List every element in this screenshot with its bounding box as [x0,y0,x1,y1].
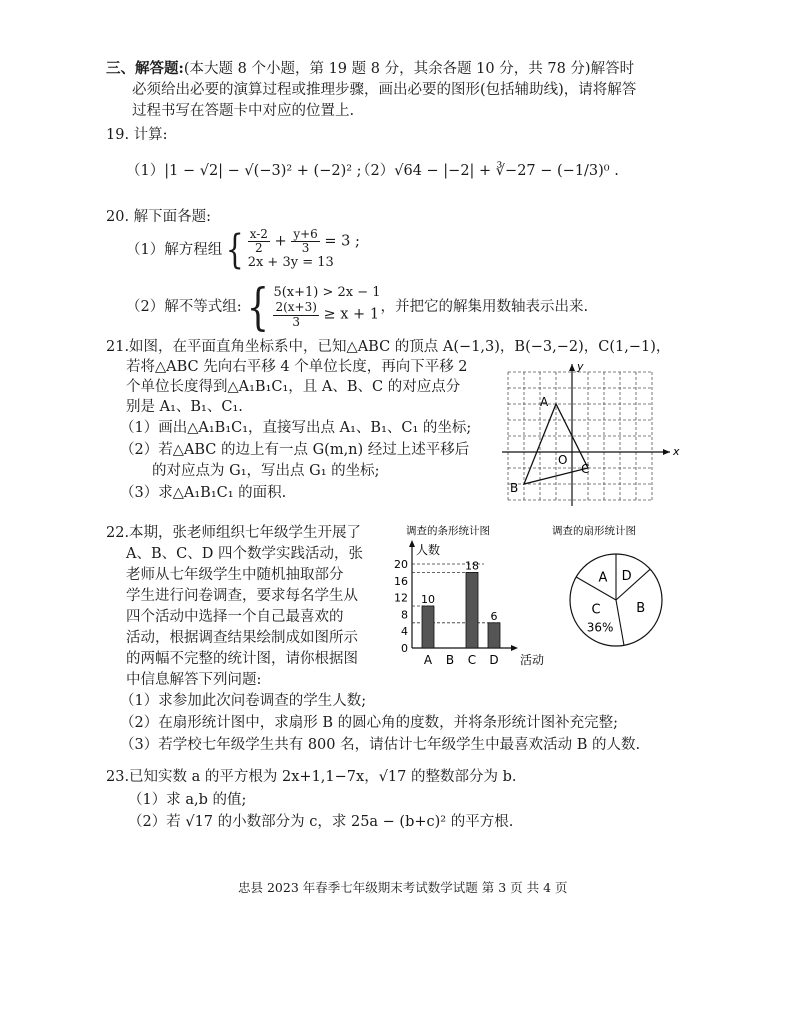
q22-line7: 的两幅不完整的统计图，请你根据图 [126,651,358,667]
bar-chart [386,522,556,672]
section-desc-line1: (本大题 8 个小题，第 19 题 8 分，其余各题 10 分，共 78 分)解答时 [183,61,635,77]
bar-category-label: B [445,653,455,667]
q20-p2-system: 5(x+1) > 2x − 1 $\frac{2(x+3)}{3}$ ≥ x + 1 [273,285,381,329]
q20-p2-eq2-tail: ≥ x + 1 [323,307,380,324]
q20-p2-label: （2）解不等式组: [126,298,242,315]
q22-line3: 老师从七年级学生中随机抽取部分 [126,567,344,583]
bar-a [422,606,434,648]
section-heading: 三、解答题: [106,60,184,77]
pie-chart-title: 调查的扇形统计图 [552,525,636,537]
bar-y-axis-arrow [409,540,415,547]
q19-part2 [356,162,619,180]
bar-ylabel: 人数 [416,543,441,557]
bar-category-label: D [489,653,499,667]
bar-data-label: 18 [465,559,479,573]
q22-part3: （3）若学校七年级学生共有 800 名，请估计七年级学生中最喜欢活动 B 的人数. [120,737,641,753]
bar-d [488,623,500,648]
bar-chart-title: 调查的条形统计图 [406,525,490,537]
q19-p1-label: （1） [126,163,165,179]
bar-ytick-label: 4 [401,625,408,639]
pie-slice-label-d: D [621,569,632,585]
q19-title: 19. 计算: [106,127,168,143]
pie-slice-boundary [576,577,616,600]
bar-ytick-label: 16 [394,574,408,588]
q21-part2b: 的对应点为 G₁，写出点 G₁ 的坐标; [152,463,380,479]
q19-p2-label: （2） [356,163,395,179]
q21-coordinate-grid [498,360,688,508]
vertex-a-label: A [540,395,549,409]
x-axis-arrow [663,449,670,455]
q21-line2: 若将△ABC 先向右平移 4 个单位长度，再向下平移 2 [126,359,468,375]
q21-line1: 21.如图，在平面直角坐标系中，已知△ABC 的顶点 A(−1,3)，B(−3,−2)，C(1,−1)， [106,339,671,355]
axis-x-label: x [673,445,680,458]
axis-y-label: y [577,360,584,373]
bar-xlabel: 活动 [520,653,545,667]
q20-part1 [126,228,360,272]
q22-part1: （1）求参加此次问卷调查的学生人数; [120,693,367,709]
bar-ytick-label: 20 [394,558,408,571]
q19-p2-expr: √64 − |−2| + ∛−27 − (−1/3)⁰ . [394,163,619,179]
q20-p1-label: （1）解方程组 [126,241,223,258]
q20-p2-eq1: 5(x+1) > 2x − 1 [273,285,381,301]
q20-title: 20. 解下面各题: [106,209,212,225]
q23-part1: （1）求 a,b 的值; [128,792,247,808]
q21-part1: （1）画出△A₁B₁C₁，直接写出点 A₁、B₁、C₁ 的坐标; [120,420,472,436]
bar-x-axis-arrow [511,645,518,651]
pie-chart [546,522,686,652]
y-axis-arrow [569,364,575,371]
pie-slice-boundary [616,600,624,645]
bar-c [466,572,478,648]
q22-line4: 学生进行问卷调查，要求每名学生从 [126,588,358,604]
grid-lines [508,372,652,500]
origin-label: O [558,453,568,467]
q20-p1-eq2: 2x + 3y = 13 [247,255,334,271]
q22-line2: A、B、C、D 四个数学实践活动，张 [126,546,363,562]
bar-data-label: 6 [490,609,498,623]
section-desc-line3: 过程书写在答题卡中对应的位置上. [132,103,355,119]
q22-line6: 活动，根据调查结果绘制成如图所示 [126,630,358,646]
q20-p1-system: $\frac{x-2}{2}$ + $\frac{y+6}{3}$ = 3 ; 2x + 3y = 13 [247,227,360,271]
q22-part2: （2）在扇形统计图中，求扇形 B 的圆心角的度数，并将条形统计图补充完整; [120,715,618,731]
q20-part2 [126,278,589,336]
q21-part2a: （2）若△ABC 的边上有一点 G(m,n) 经过上述平移后 [120,442,470,458]
q23-line1: 23.已知实数 a 的平方根为 2x+1,1−7x，√17 的整数部分为 b. [106,769,517,785]
pie-slice-label-c: C [591,602,601,618]
vertex-c-label: C [581,462,590,476]
section-desc-line2: 必须给出必要的演算过程或推理步骤，画出必要的图形(包括辅助线)，请将解答 [132,82,637,98]
bar-category-label: A [423,653,433,667]
q19-p1-expr: |1 − √2| − √(−3)² + (−2)² ; [164,163,362,179]
bar-ytick-label: 12 [394,591,408,605]
bar-category-label: C [467,653,477,667]
q20-p2-brace: { [246,278,269,336]
page-footer: 忠县 2023 年春季七年级期末考试数学试题 第 3 页 共 4 页 [238,880,568,895]
pie-slice-label-b: B [636,601,646,617]
bar-ytick-label: 8 [401,608,408,622]
q22-line1: 22.本期，张老师组织七年级学生开展了 [106,525,362,541]
q19-part1 [126,162,362,180]
q21-part3: （3）求△A₁B₁C₁ 的面积. [120,485,287,501]
q20-p2-tail: ，并把它的解集用数轴表示出来. [380,298,589,315]
q22-line5: 四个活动中选择一个自己最喜欢的 [126,609,344,625]
pie-slice-label-a: A [598,570,608,586]
q20-p1-brace: { [226,226,244,273]
section-heading-line [106,60,634,78]
bar-ytick-label: 0 [401,642,408,655]
q23-part2: （2）若 √17 的小数部分为 c，求 25a − (b+c)² 的平方根. [128,814,514,830]
q20-p1-eq1-tail: = 3 ; [324,233,360,250]
bar-data-label: 10 [421,593,435,606]
q22-line8: 中信息解答下列问题: [126,672,262,688]
vertex-b-label: B [510,481,519,495]
q21-line4: 别是 A₁、B₁、C₁. [126,399,243,415]
pie-slice-value-c: 36% [586,620,614,635]
q21-line3: 个单位长度得到△A₁B₁C₁，且 A、B、C 的对应点分 [126,379,461,395]
